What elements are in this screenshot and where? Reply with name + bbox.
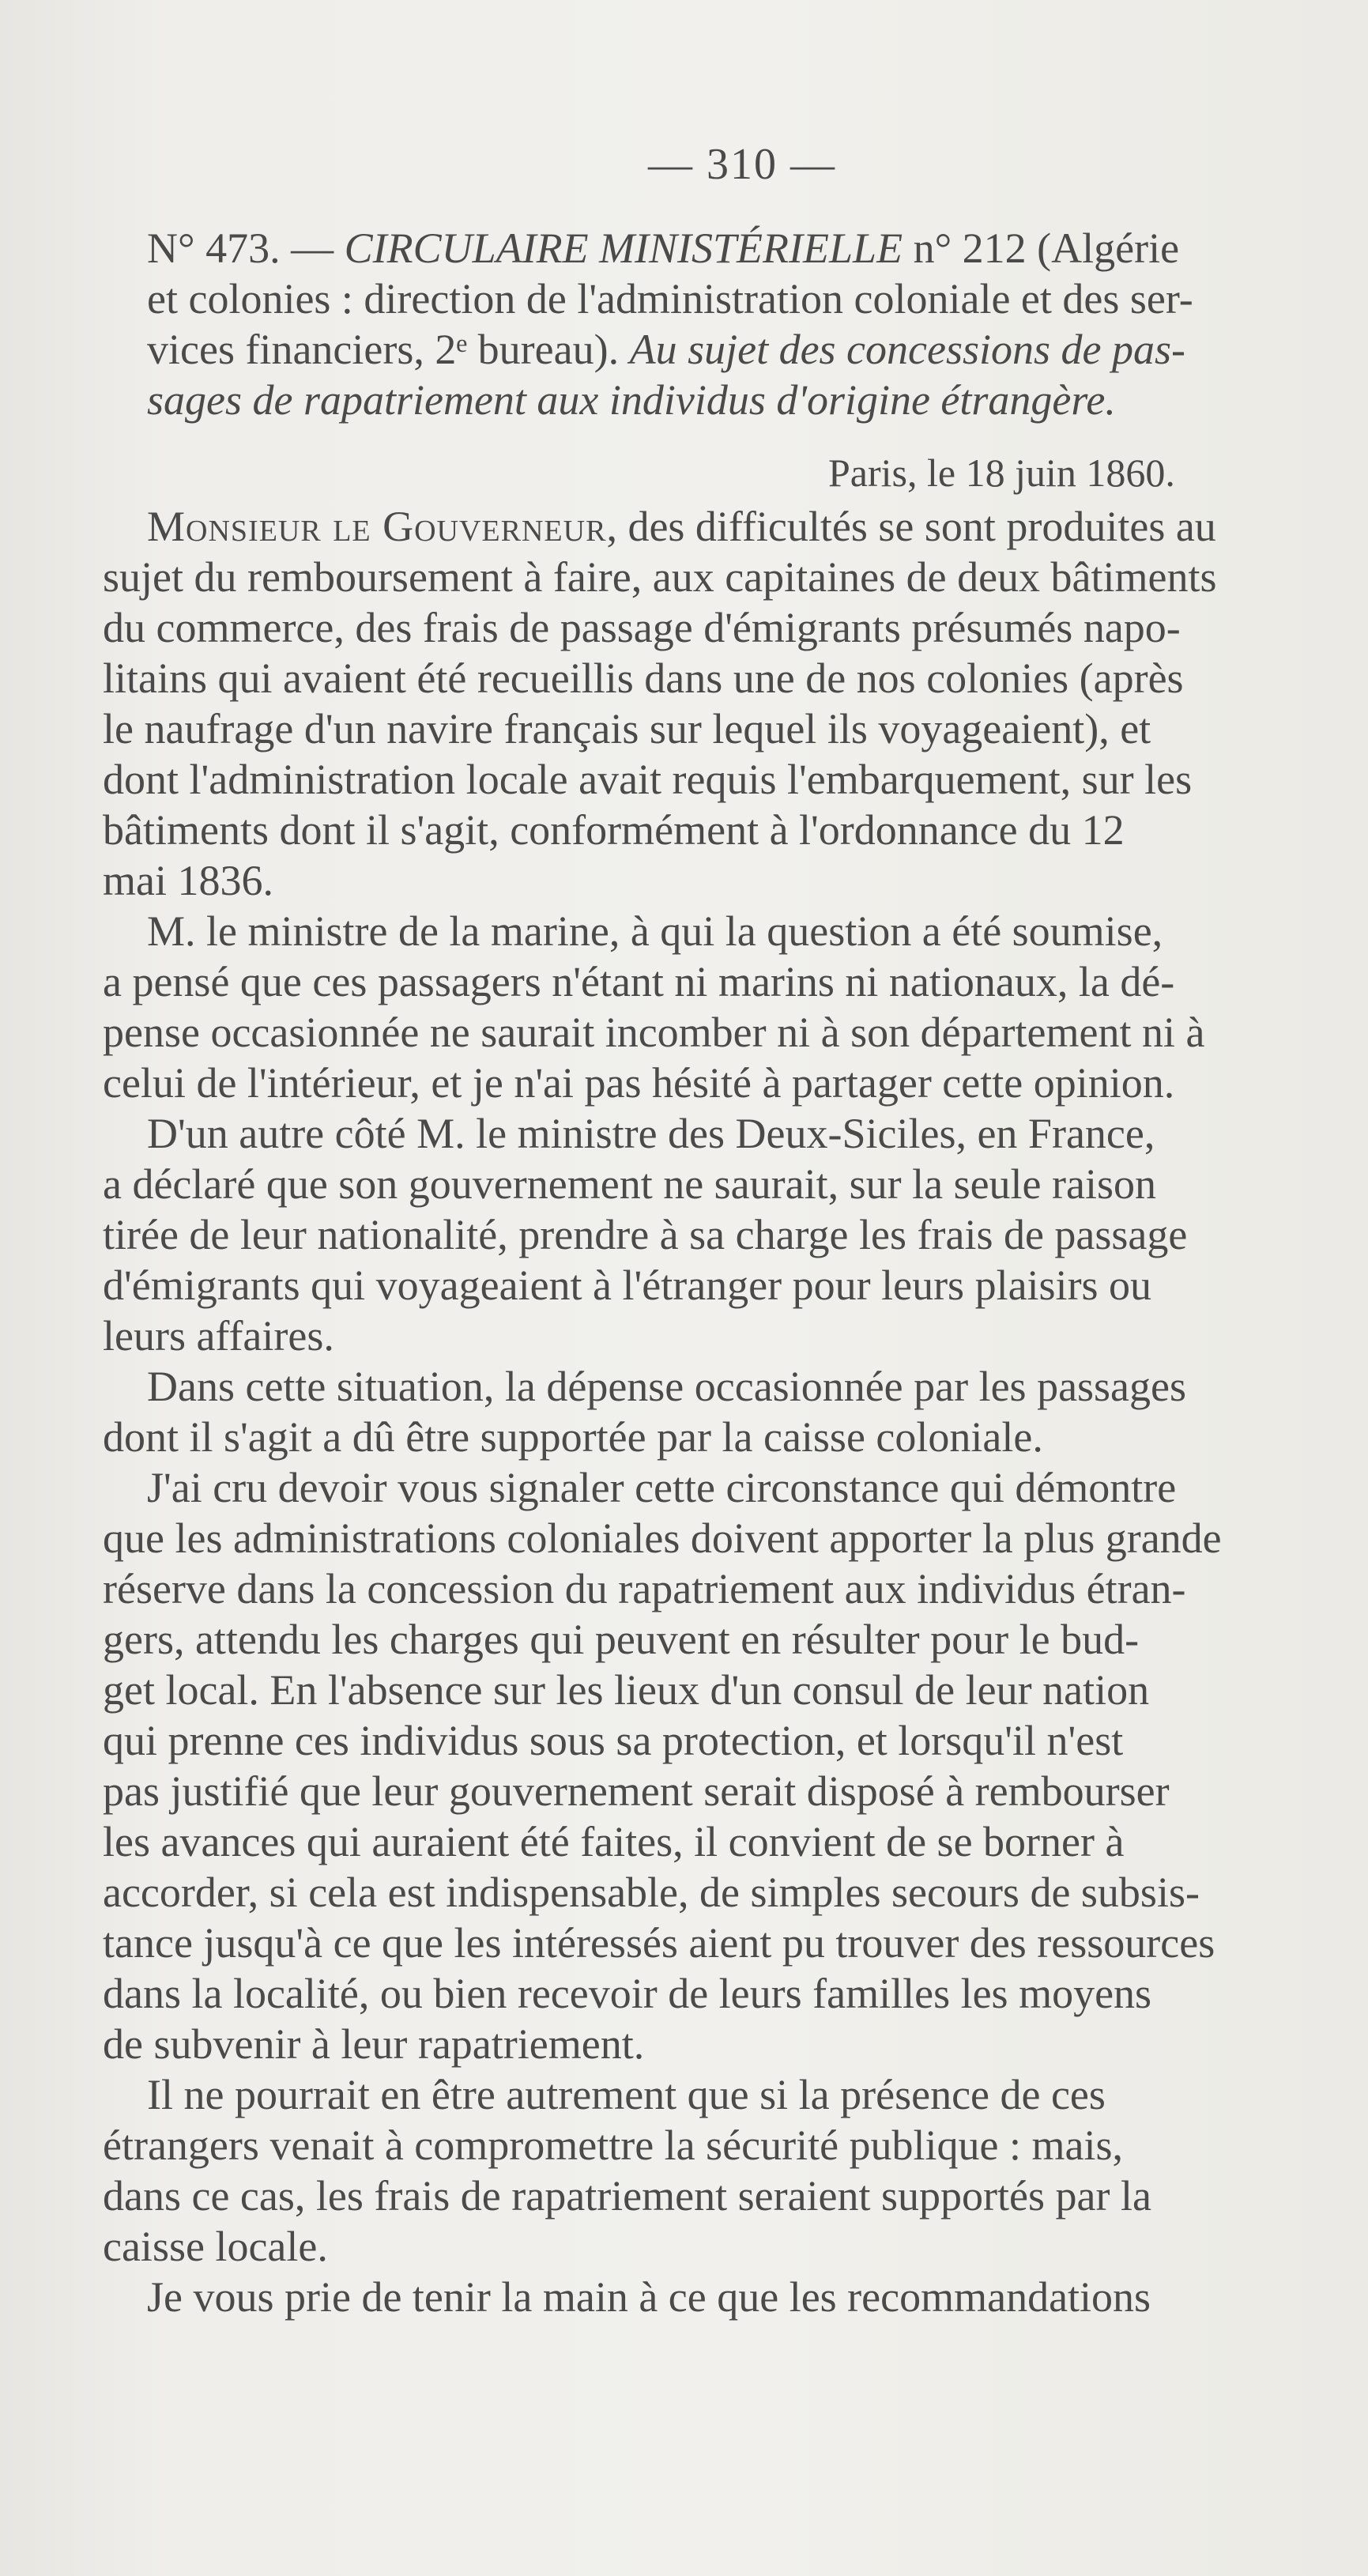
circular-subject-line: sages de rapatriement aux individus d'origine étrangère.: [147, 376, 1116, 424]
letter-date: Paris, le 18 juin 1860.: [828, 451, 1175, 495]
circular-subtitle-line: [147, 324, 1185, 375]
paragraph-line: le naufrage d'un navire français sur lequel ils voyageaient), et: [103, 705, 1151, 752]
circular-number: N° 473. —: [147, 224, 334, 272]
circular-title-rest: n° 212 (Algérie: [903, 224, 1180, 272]
paragraph-line: [147, 501, 1216, 552]
circular-title: [147, 223, 1179, 273]
circular-subtitle-line: et colonies : direction de l'administration coloniale et des ser-: [147, 275, 1193, 322]
paragraph-line: étrangers venait à compromettre la sécurité publique : mais,: [103, 2122, 1124, 2169]
paragraph-line: D'un autre côté M. le ministre des Deux-Siciles, en France,: [147, 1110, 1155, 1157]
paragraph-line: bâtiments dont il s'agit, conformément à l'ordonnance du 12: [103, 806, 1125, 854]
paragraph-line: de subvenir à leur rapatriement.: [103, 2020, 645, 2068]
paragraph-line: pense occasionnée ne saurait incomber ni à son département ni à: [103, 1009, 1205, 1056]
paragraph-line: caisse locale.: [103, 2223, 328, 2270]
paragraph-line: a déclaré que son gouvernement ne saurait, sur la seule raison: [103, 1160, 1156, 1208]
circular-bureau: vices financiers, 2ᵉ bureau).: [147, 326, 630, 373]
paragraph-line: Je vous prie de tenir la main à ce que les recommandations: [147, 2273, 1151, 2321]
paragraph-line: mai 1836.: [103, 857, 273, 904]
paragraph-line: celui de l'intérieur, et je n'ai pas hésité à partager cette opinion.: [103, 1059, 1175, 1107]
paragraph-line: tirée de leur nationalité, prendre à sa charge les frais de passage: [103, 1211, 1188, 1258]
paragraph-line: get local. En l'absence sur les lieux d'un consul de leur nation: [103, 1666, 1150, 1714]
page-number: — 310 —: [648, 140, 836, 189]
paragraph-line: Il ne pourrait en être autrement que si la présence de ces: [147, 2071, 1106, 2118]
salutation: Monsieur le Gouverneur: [147, 503, 607, 550]
paragraph-line: tance jusqu'à ce que les intéressés aient pu trouver des ressources: [103, 1919, 1215, 1967]
paragraph-line: pas justifié que leur gouvernement serait disposé à rembourser: [103, 1767, 1170, 1815]
paragraph-line: du commerce, des frais de passage d'émigrants présumés napo-: [103, 604, 1181, 651]
paragraph-line: M. le ministre de la marine, à qui la question a été soumise,: [147, 907, 1163, 955]
paragraph-line: sujet du remboursement à faire, aux capitaines de deux bâtiments: [103, 553, 1217, 601]
paragraph-text: , des difficultés se sont produites au: [606, 503, 1216, 550]
paragraph-line: J'ai cru devoir vous signaler cette circonstance qui démontre: [147, 1464, 1177, 1511]
paragraph-line: les avances qui auraient été faites, il convient de se borner à: [103, 1818, 1125, 1865]
paragraph-line: que les administrations coloniales doivent apporter la plus grande: [103, 1514, 1222, 1562]
paragraph-line: gers, attendu les charges qui peuvent en résulter pour le bud-: [103, 1616, 1140, 1663]
circular-title-italic: CIRCULAIRE MINISTÉRIELLE: [344, 224, 903, 272]
paragraph-line: dont il s'agit a dû être supportée par la caisse coloniale.: [103, 1413, 1043, 1461]
paragraph-line: accorder, si cela est indispensable, de simples secours de subsis-: [103, 1869, 1200, 1916]
paragraph-line: dont l'administration locale avait requis l'embarquement, sur les: [103, 756, 1193, 803]
paragraph-line: Dans cette situation, la dépense occasionnée par les passages: [147, 1363, 1187, 1410]
paragraph-line: leurs affaires.: [103, 1312, 334, 1360]
paragraph-line: litains qui avaient été recueillis dans une de nos colonies (après: [103, 654, 1184, 702]
paragraph-line: dans la localité, ou bien recevoir de leurs familles les moyens: [103, 1970, 1152, 2017]
circular-subject: Au sujet des concessions de pas-: [629, 326, 1185, 373]
paragraph-line: a pensé que ces passagers n'étant ni marins ni nationaux, la dé-: [103, 958, 1175, 1005]
paragraph-line: dans ce cas, les frais de rapatriement seraient supportés par la: [103, 2172, 1151, 2220]
paragraph-line: qui prenne ces individus sous sa protection, et lorsqu'il n'est: [103, 1717, 1124, 1764]
paragraph-line: d'émigrants qui voyageaient à l'étranger pour leurs plaisirs ou: [103, 1262, 1152, 1309]
paragraph-line: réserve dans la concession du rapatriement aux individus étran-: [103, 1565, 1186, 1612]
